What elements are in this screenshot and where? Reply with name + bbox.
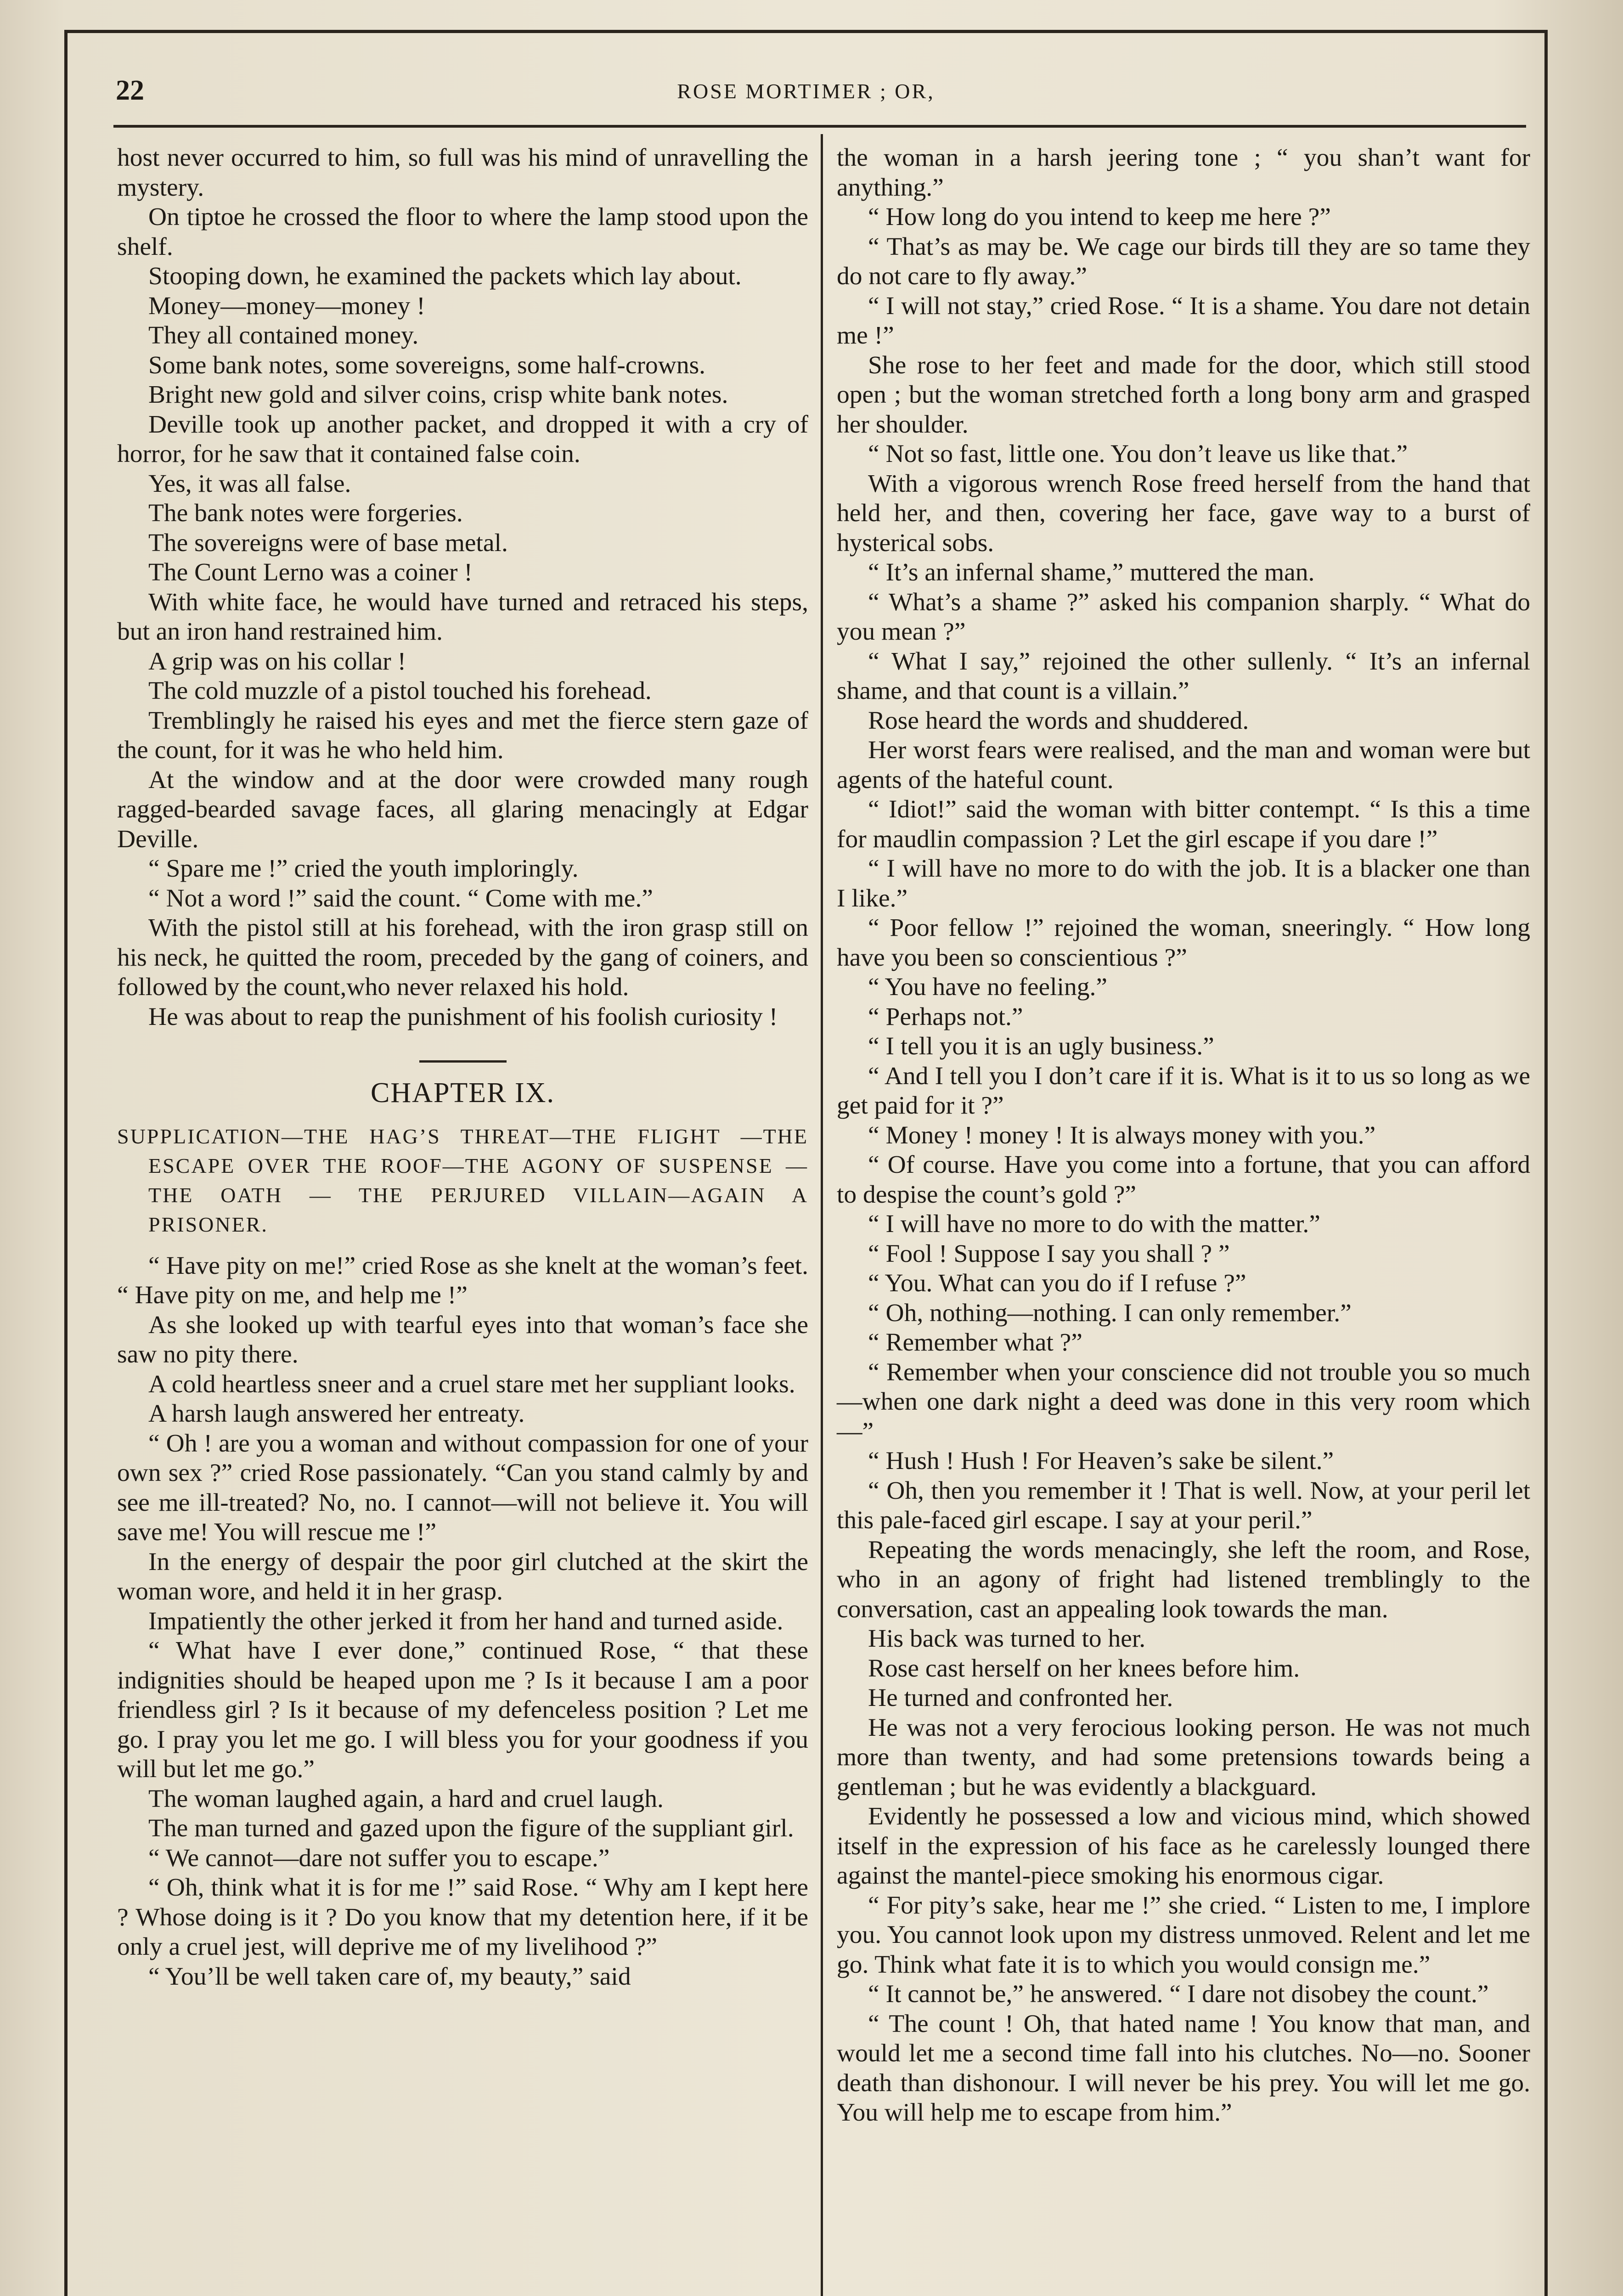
left-column [117,143,808,1992]
paragraph: Rose heard the words and shuddered. [868,706,1249,735]
paragraph: “ Oh, then you remember it ! That is well. Now, at your peril let this pale-faced girl escape. I say at your peril.” [837,1476,1530,1534]
paragraph: “ Spare me !” cried the youth imploringly. [148,855,579,883]
paragraph: “ I will have no more to do with the matter.” [868,1210,1320,1238]
paragraph: Impatiently the other jerked it from her hand and turned aside. [148,1607,783,1635]
paragraph: “ Hush ! Hush ! For Heaven’s sake be silent.” [868,1447,1334,1475]
paragraph: “ I tell you it is an ugly business.” [868,1032,1214,1060]
paragraph: “ It cannot be,” he answered. “ I dare not disobey the count.” [868,1980,1489,2008]
paragraph: “ And I tell you I don’t care if it is. What is it to us so long as we get paid for it ?” [837,1062,1530,1120]
paragraph: “ For pity’s sake, hear me !” she cried. “ Listen to me, I implore you. You cannot look upon my distress unmoved. Relent and let me go. Think what fate it is to which you would consign me.” [837,1891,1530,1979]
paragraph: The bank notes were forgeries. [148,499,463,527]
paragraph: “ Oh, nothing—nothing. I can only remember.” [868,1299,1352,1327]
paragraph: The Count Lerno was a coiner ! [148,558,473,586]
paragraph: He was about to reap the punishment of his foolish curiosity ! [148,1002,778,1031]
paragraph: “ Not so fast, little one. You don’t leave us like that.” [868,440,1408,468]
paragraph: A grip was on his collar ! [148,647,406,675]
paragraph: They all contained money. [148,321,419,349]
paragraph: “ Have pity on me!” cried Rose as she knelt at the woman’s feet. “ Have pity on me, and help me !” [117,1251,808,1309]
paragraph: “ What I say,” rejoined the other sullenly. “ It’s an infernal shame, and that count is a villain.” [837,647,1530,705]
paragraph: Money—money—money ! [148,292,425,320]
paragraph: The sovereigns were of base metal. [148,529,508,557]
chapter-synopsis: SUPPLICATION—THE HAG’S THREAT—THE FLIGHT —THE ESCAPE OVER THE ROOF—THE AGONY OF SUSPENSE — THE OATH — THE PERJURED VILLAIN—AGAIN A PRISONER. [117,1124,808,1236]
paragraph: Bright new gold and silver coins, crisp white bank notes. [148,381,728,409]
paragraph: “ That’s as may be. We cage our birds till they are so tame they do not care to fly away.” [837,232,1530,290]
paragraph: “ Oh, think what it is for me !” said Rose. “ Why am I kept here ? Whose doing is it ? Do you know that my detention here, if it be only a cruel jest, will deprive me of my livelihood ?” [117,1874,808,1961]
paragraph: In the energy of despair the poor girl clutched at the skirt the woman wore, and held it in her grasp. [117,1548,808,1605]
paragraph: The woman laughed again, a hard and cruel laugh. [148,1784,664,1813]
paragraph: As she looked up with tearful eyes into that woman’s face she saw no pity there. [117,1311,808,1368]
paragraph: Stooping down, he examined the packets which lay about. [148,262,742,290]
right-column [837,143,1530,2128]
paragraph: His back was turned to her. [868,1625,1146,1653]
continued-paragraph: the woman in a harsh jeering tone ; “ you shan’t want for anything.” [837,144,1530,202]
paragraph: “ What have I ever done,” continued Rose, “ that these indignities should be heaped upon me ? Is it because I am a poor friendless girl ? Is it because of my defenceless position ? Let me go. I pray you let me go. I will bless you for your goodness if you will but let me go.” [117,1637,808,1783]
page-header [68,33,1544,132]
paragraph: She rose to her feet and made for the door, which still stood open ; but the woman stretched forth a long bony arm and grasped her shoulder. [837,351,1530,439]
paragraph: “ I will have no more to do with the job. It is a blacker one than I like.” [837,855,1530,912]
paragraph: “ Of course. Have you come into a fortune, that you can afford to despise the count’s gold ?” [837,1151,1530,1209]
paragraph: Her worst fears were realised, and the man and woman were but agents of the hateful count. [837,736,1530,794]
paragraph: Rose cast herself on her knees before him. [868,1654,1300,1683]
paragraph: “ Perhaps not.” [868,1002,1023,1031]
paragraph: He was not a very ferocious looking person. He was not much more than twenty, and had some pretensions towards being a gentleman ; but he was evidently a blackguard. [837,1713,1530,1801]
paragraph: “ Idiot!” said the woman with bitter contempt. “ Is this a time for maudlin compassion ? Let the girl escape if you dare !” [837,795,1530,853]
paragraph: On tiptoe he crossed the floor to where the lamp stood upon the shelf. [117,203,808,261]
paragraph: “ What’s a shame ?” asked his companion sharply. “ What do you mean ?” [837,588,1530,646]
paragraph: Repeating the words menacingly, she left the room, and Rose, who in an agony of fright had listened tremblingly to the conversation, cast an appealing look towards the man. [837,1536,1530,1623]
paragraph: “ How long do you intend to keep me here ?” [868,203,1331,231]
paragraph: host never occurred to him, so full was his mind of unravelling the mystery. [117,144,808,202]
paragraph: “ Poor fellow !” rejoined the woman, sneeringly. “ How long have you been so conscientious ?” [837,914,1530,972]
paragraph: “ It’s an infernal shame,” muttered the man. [868,558,1315,586]
paragraph: At the window and at the door were crowded many rough ragged-bearded savage faces, all glaring menacingly at Edgar Deville. [117,765,808,853]
paragraph: “ I will not stay,” cried Rose. “ It is a shame. You dare not detain me !” [837,292,1530,349]
paragraph: “ You’ll be well taken care of, my beauty,” said [148,1962,631,1991]
paragraph: With white face, he would have turned and retraced his steps, but an iron hand restrained him. [117,588,808,646]
paragraph: “ You. What can you do if I refuse ?” [868,1269,1246,1297]
paragraph: “ Not a word !” said the count. “ Come with me.” [148,884,653,912]
chapter-title: CHAPTER IX. [371,1077,555,1109]
page-frame [64,30,1548,2296]
paragraph: With the pistol still at his forehead, with the iron grasp still on his neck, he quitted the room, preceded by the gang of coiners, and followed by the count,who never relaxed his hold. [117,914,808,1001]
paragraph: “ The count ! Oh, that hated name ! You know that man, and would let me a second time fall into his clutches. No—no. Sooner death than dishonour. I will never be his prey. You will let me go. You will help me to escape from him.” [837,2009,1530,2127]
paragraph: “ Fool ! Suppose I say you shall ? ” [868,1239,1230,1268]
paragraph: “ We cannot—dare not suffer you to escape.” [148,1844,610,1872]
left-paragraphs-after [117,1251,808,1992]
paragraph: “ You have no feeling.” [868,973,1107,1001]
paragraph: Evidently he possessed a low and vicious mind, which showed itself in the expression of his face as he carelessly lounged there against the mantel-piece smoking his enormous cigar. [837,1802,1530,1890]
paragraph: “ Remember what ?” [868,1328,1082,1356]
section-separator [419,1060,507,1063]
paragraph: The cold muzzle of a pistol touched his forehead. [148,677,652,705]
header-rule [113,125,1526,128]
paragraph: “ Remember when your conscience did not trouble you so much—when one dark night a deed was done in this very room which—” [837,1358,1530,1446]
paragraph: “ Money ! money ! It is always money with you.” [868,1121,1376,1149]
running-title: ROSE MORTIMER ; OR, [677,79,935,103]
paragraph: Some bank notes, some sovereigns, some half-crowns. [148,351,706,379]
right-paragraphs [837,203,1530,2128]
page-number: 22 [116,75,144,106]
column-divider [821,134,823,2296]
paragraph: Deville took up another packet, and dropped it with a cry of horror, for he saw that it contained false coin. [117,410,808,468]
paragraph: A harsh laugh answered her entreaty. [148,1400,525,1428]
paragraph: He turned and confronted her. [868,1684,1173,1712]
paragraph: “ Oh ! are you a woman and without compassion for one of your own sex ?” cried Rose passionately. “Can you stand calmly by and see me ill-treated? No, no. I cannot—will not believe it. You will save me! You will rescue me !” [117,1429,808,1546]
paragraph: Tremblingly he raised his eyes and met the fierce stern gaze of the count, for it was he who held him. [117,706,808,764]
paragraph: A cold heartless sneer and a cruel stare met her suppliant looks. [148,1370,795,1398]
left-paragraphs-before [117,143,808,1032]
paragraph: The man turned and gazed upon the figure of the suppliant girl. [148,1814,794,1842]
paragraph: With a vigorous wrench Rose freed herself from the hand that held her, and then, covering her face, gave way to a burst of hysterical sobs. [837,469,1530,557]
paragraph: Yes, it was all false. [148,469,351,498]
